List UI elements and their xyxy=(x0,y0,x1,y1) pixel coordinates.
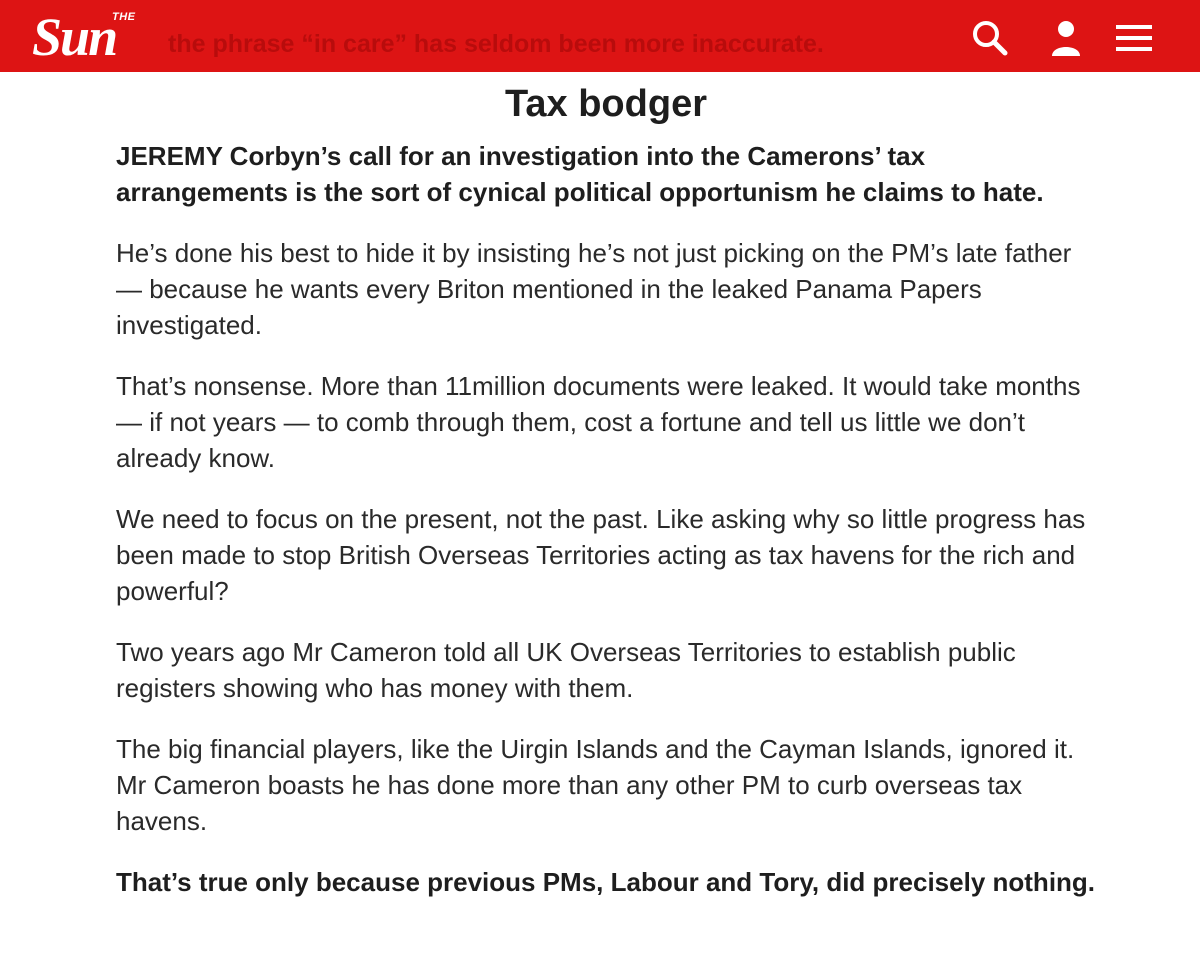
article-paragraph-closing: That’s true only because previous PMs, Labour and Tory, did precisely nothing. xyxy=(116,867,1096,897)
site-header xyxy=(0,0,1200,72)
article-body xyxy=(116,78,1096,925)
article-paragraph: That’s nonsense. More than 11million documents were leaked. It would take months — if not years — to comb through them, cost a fortune and tell us little we don’t already know. xyxy=(116,371,1081,473)
header-ticker-text: the phrase “in care” has seldom been more inaccurate. xyxy=(168,30,824,58)
user-icon[interactable] xyxy=(1046,18,1086,58)
article-paragraph: He’s done his best to hide it by insisting he’s not just picking on the PM’s late father — because he wants every Briton mentioned in the leaked Panama Papers investigated. xyxy=(116,238,1072,340)
article-paragraph: We need to focus on the present, not the past. Like asking why so little progress has been made to stop British Overseas Territories acting as tax havens for the rich and powerful? xyxy=(116,504,1086,606)
search-icon[interactable] xyxy=(970,18,1010,58)
sun-logo[interactable] xyxy=(32,2,172,70)
menu-icon[interactable] xyxy=(1114,18,1154,58)
logo-main-text: Sun xyxy=(32,7,117,67)
article-paragraph: The big financial players, like the Uirgin Islands and the Cayman Islands, ignored it. Mr Cameron boasts he has done more than any other PM to curb overseas tax havens. xyxy=(116,734,1075,836)
article-headline: Tax bodger xyxy=(505,83,707,125)
logo-the-text: THE xyxy=(112,11,136,23)
article-paragraph-intro: JEREMY Corbyn’s call for an investigation into the Camerons’ tax arrangements is the sort of cynical political opportunism he claims to hate. xyxy=(116,141,1044,207)
article-paragraph: Two years ago Mr Cameron told all UK Overseas Territories to establish public registers showing who has money with them. xyxy=(116,637,1016,703)
